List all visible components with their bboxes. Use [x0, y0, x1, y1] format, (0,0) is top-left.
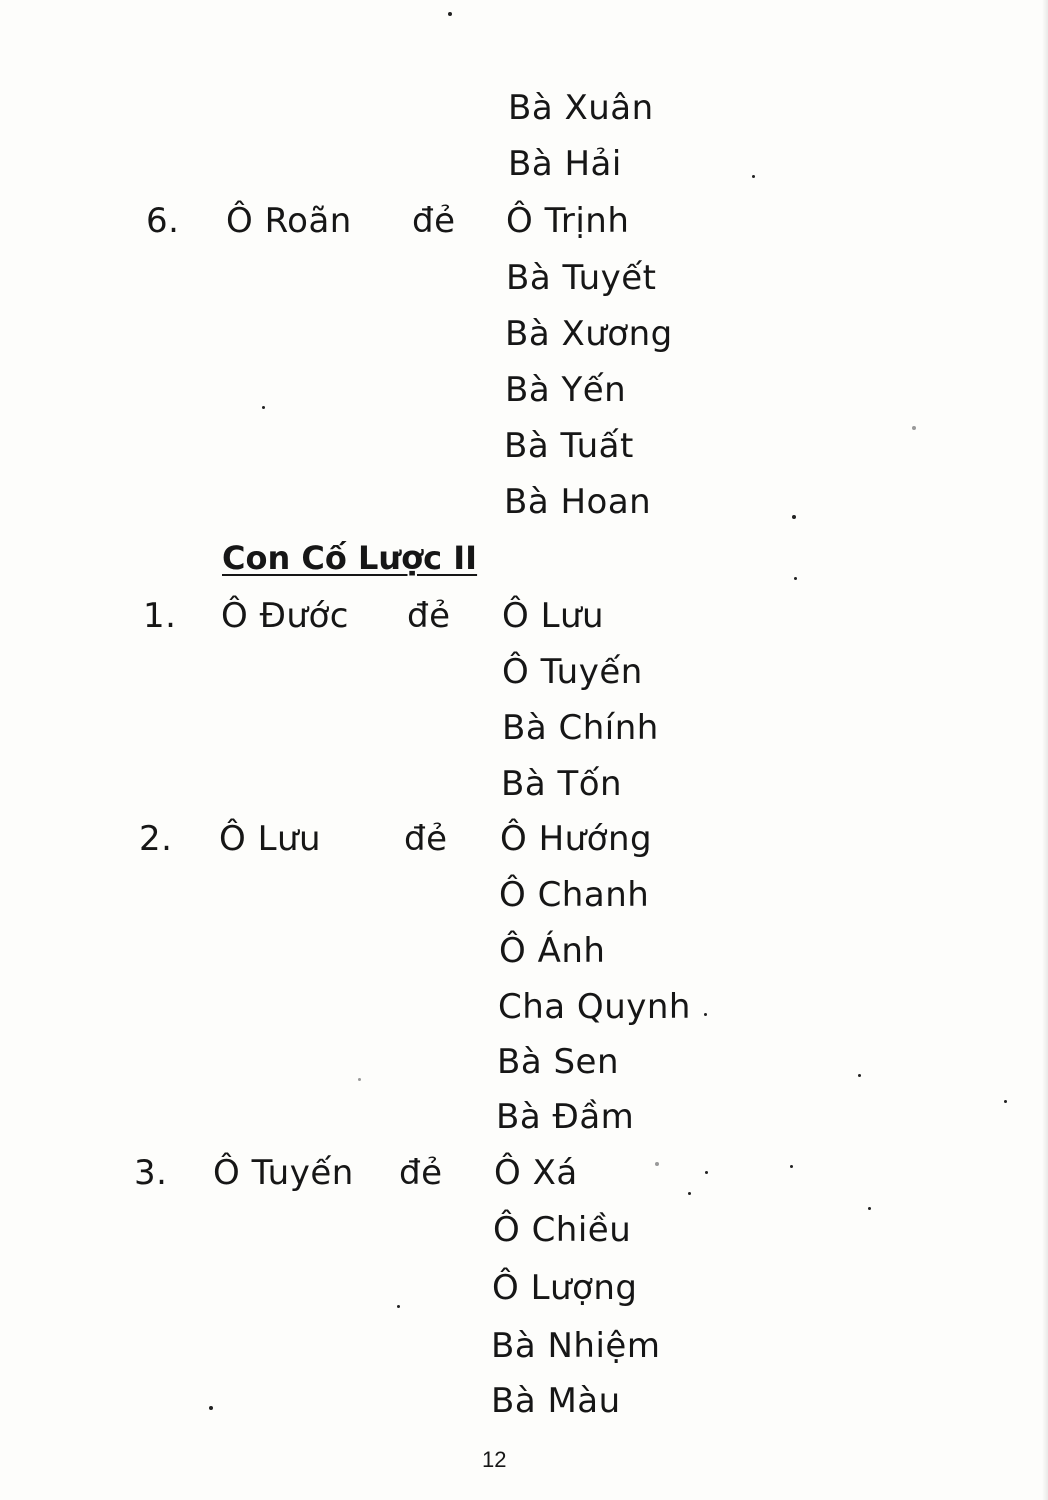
- child-name: Bà Đầm: [496, 1097, 635, 1137]
- scan-speck: [912, 426, 916, 430]
- child-name: Ô Lượng: [492, 1268, 638, 1308]
- scan-speck: [448, 12, 452, 16]
- child-name: Bà Nhiệm: [491, 1326, 661, 1366]
- child-name: Bà Sen: [497, 1042, 620, 1082]
- relation-word: đẻ: [412, 201, 456, 241]
- relation-word: đẻ: [399, 1153, 443, 1193]
- child-name: Bà Tuyết: [506, 258, 657, 298]
- entry-number: 6.: [146, 201, 180, 241]
- child-name: Bà Hải: [508, 144, 622, 184]
- child-name: Ô Hướng: [500, 819, 653, 859]
- section-heading: Con Cố Lược II: [222, 539, 478, 577]
- scan-speck: [655, 1162, 659, 1166]
- scan-speck: [792, 515, 796, 519]
- child-name: Ô Ánh: [499, 931, 606, 971]
- child-name: Bà Tuất: [504, 426, 634, 466]
- child-name: Ô Trịnh: [506, 201, 630, 241]
- child-name: Bà Chính: [502, 708, 659, 748]
- scan-speck: [358, 1078, 361, 1081]
- child-name: Bà Yến: [505, 370, 627, 410]
- scan-speck: [752, 175, 755, 178]
- scan-speck: [794, 577, 797, 580]
- parent-name: Ô Tuyến: [213, 1153, 354, 1193]
- child-name: Ô Lưu: [502, 596, 605, 636]
- scan-speck: [790, 1165, 793, 1168]
- entry-number: 2.: [139, 819, 173, 859]
- scan-speck: [704, 1013, 707, 1016]
- scan-speck: [262, 406, 265, 409]
- relation-word: đẻ: [404, 819, 448, 859]
- scan-speck: [688, 1192, 691, 1195]
- scan-speck: [705, 1171, 708, 1174]
- scan-speck: [209, 1406, 213, 1410]
- child-name: Bà Xương: [505, 314, 673, 354]
- relation-word: đẻ: [407, 596, 451, 636]
- parent-name: Ô Đước: [221, 596, 349, 636]
- parent-name: Ô Roãn: [226, 201, 352, 241]
- page-edge-shadow: [1042, 0, 1048, 1500]
- child-name: Bà Màu: [491, 1381, 621, 1421]
- scan-speck: [397, 1305, 400, 1308]
- scan-speck: [868, 1207, 871, 1210]
- entry-number: 1.: [143, 596, 177, 636]
- entry-number: 3.: [134, 1153, 168, 1193]
- child-name: Ô Tuyến: [502, 652, 643, 692]
- scan-speck: [1004, 1100, 1007, 1103]
- child-name: Ô Xá: [494, 1153, 578, 1193]
- child-name: Ô Chiều: [493, 1210, 632, 1250]
- child-name: Bà Xuân: [508, 88, 654, 128]
- child-name: Bà Hoan: [504, 482, 652, 522]
- scan-speck: [858, 1074, 861, 1077]
- child-name: Bà Tốn: [501, 764, 623, 804]
- child-name: Ô Chanh: [499, 875, 650, 915]
- page-number: 12: [482, 1447, 507, 1472]
- parent-name: Ô Lưu: [219, 819, 322, 859]
- child-name: Cha Quynh: [498, 987, 691, 1027]
